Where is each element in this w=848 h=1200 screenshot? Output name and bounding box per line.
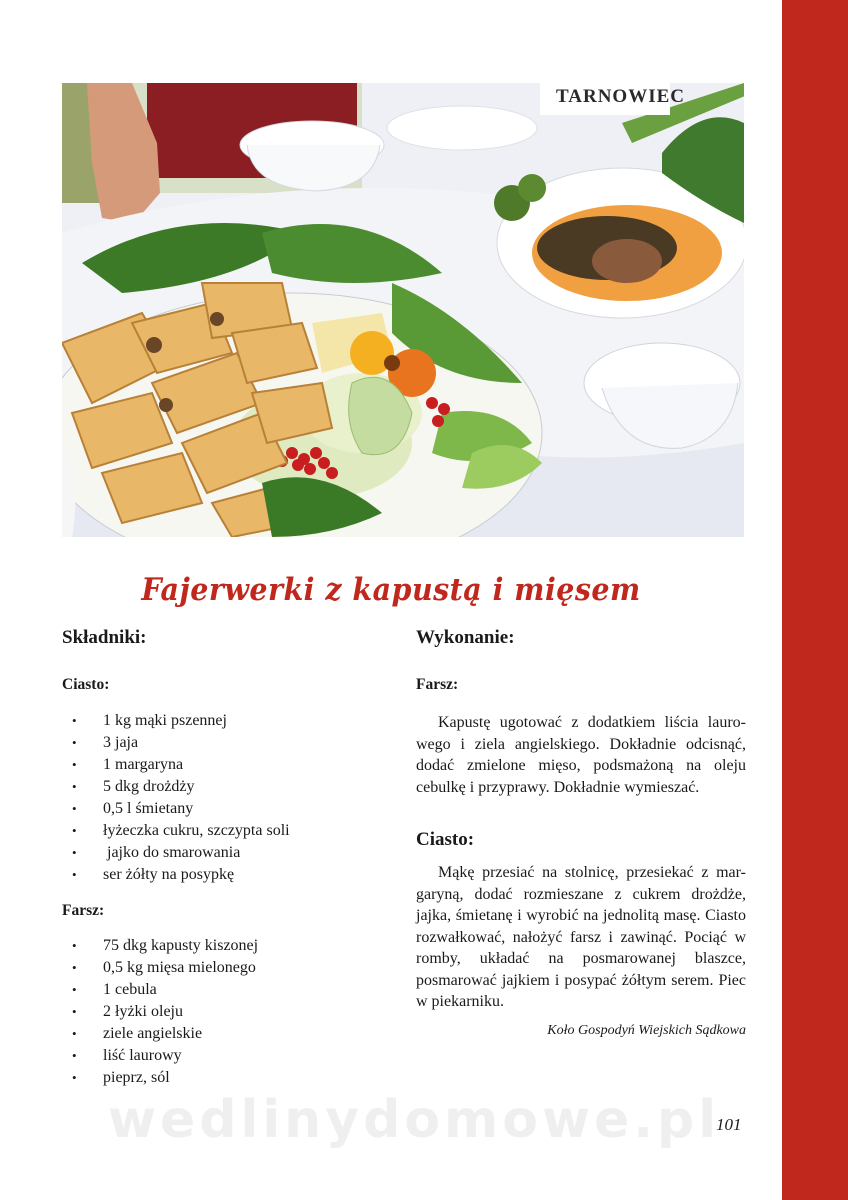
list-item: • ser żółty na posypkę bbox=[72, 866, 235, 883]
method-filling-text: Kapustę ugotować z dodatkiem liścia lauro-wego i ziela angielskiego. Dokładnie odcisnąć, dodać zmielone mięso, podsmażoną na oleju cebulkę i przyprawy. Dokładnie wymieszać. bbox=[416, 714, 746, 796]
list-item: • pieprz, sól bbox=[72, 1069, 170, 1086]
dough-ingredients-heading: Ciasto: bbox=[62, 676, 110, 693]
dough-ingredients-list bbox=[62, 710, 382, 886]
photo-sign-label: TARNOWIEC bbox=[556, 86, 685, 107]
list-item: • 0,5 kg mięsa mielonego bbox=[72, 959, 256, 976]
food-photo bbox=[62, 83, 744, 537]
method-dough-text: Mąkę przesiać na stolnicę, przesiekać z mar-garyną, dodać rozmieszane z cukrem drożdże, jajka, śmietanę i wyrobić na jednolitą masę. Ciasto rozwałkować, nałożyć farsz i zawinąć. Pociąć w romby, układać na posmarowanej blaszce, posmarować jajkiem i posypać żółtym serem. Piec w piekarniku. bbox=[416, 864, 746, 1010]
filling-ingredients-list bbox=[62, 935, 382, 1089]
list-item: • jajko do smarowania bbox=[72, 844, 241, 861]
list-item: • 0,5 l śmietany bbox=[72, 800, 194, 817]
method-heading: Wykonanie: bbox=[416, 627, 515, 648]
watermark: wedlinydomowe.pl bbox=[108, 1090, 721, 1150]
list-item: • liść laurowy bbox=[72, 1047, 182, 1064]
list-item: • 1 kg mąki pszennej bbox=[72, 712, 227, 729]
list-item: • 1 cebula bbox=[72, 981, 157, 998]
list-item: • 5 dkg drożdży bbox=[72, 778, 195, 795]
food-photo-illustration bbox=[62, 83, 744, 537]
method-section bbox=[416, 626, 746, 1041]
list-item: • łyżeczka cukru, szczypta soli bbox=[72, 822, 290, 839]
method-filling-heading: Farsz: bbox=[416, 676, 459, 693]
filling-ingredients-heading: Farsz: bbox=[62, 902, 105, 919]
list-item: • 75 dkg kapusty kiszonej bbox=[72, 937, 259, 954]
list-item: • 2 łyżki oleju bbox=[72, 1003, 183, 1020]
ingredients-heading: Składniki: bbox=[62, 627, 147, 648]
list-item: • ziele angielskie bbox=[72, 1025, 203, 1042]
ingredients-section bbox=[62, 626, 382, 1089]
recipe-title: Fajerwerki z kapustą i mięsem bbox=[141, 572, 641, 608]
method-dough-heading: Ciasto: bbox=[416, 829, 475, 850]
list-item: • 3 jaja bbox=[72, 734, 139, 751]
recipe-signature: Koło Gospodyń Wiejskich Sądkowa bbox=[547, 1022, 746, 1038]
side-accent-bar bbox=[782, 0, 848, 1200]
list-item: • 1 margaryna bbox=[72, 756, 184, 773]
page-number: 101 bbox=[716, 1115, 742, 1134]
